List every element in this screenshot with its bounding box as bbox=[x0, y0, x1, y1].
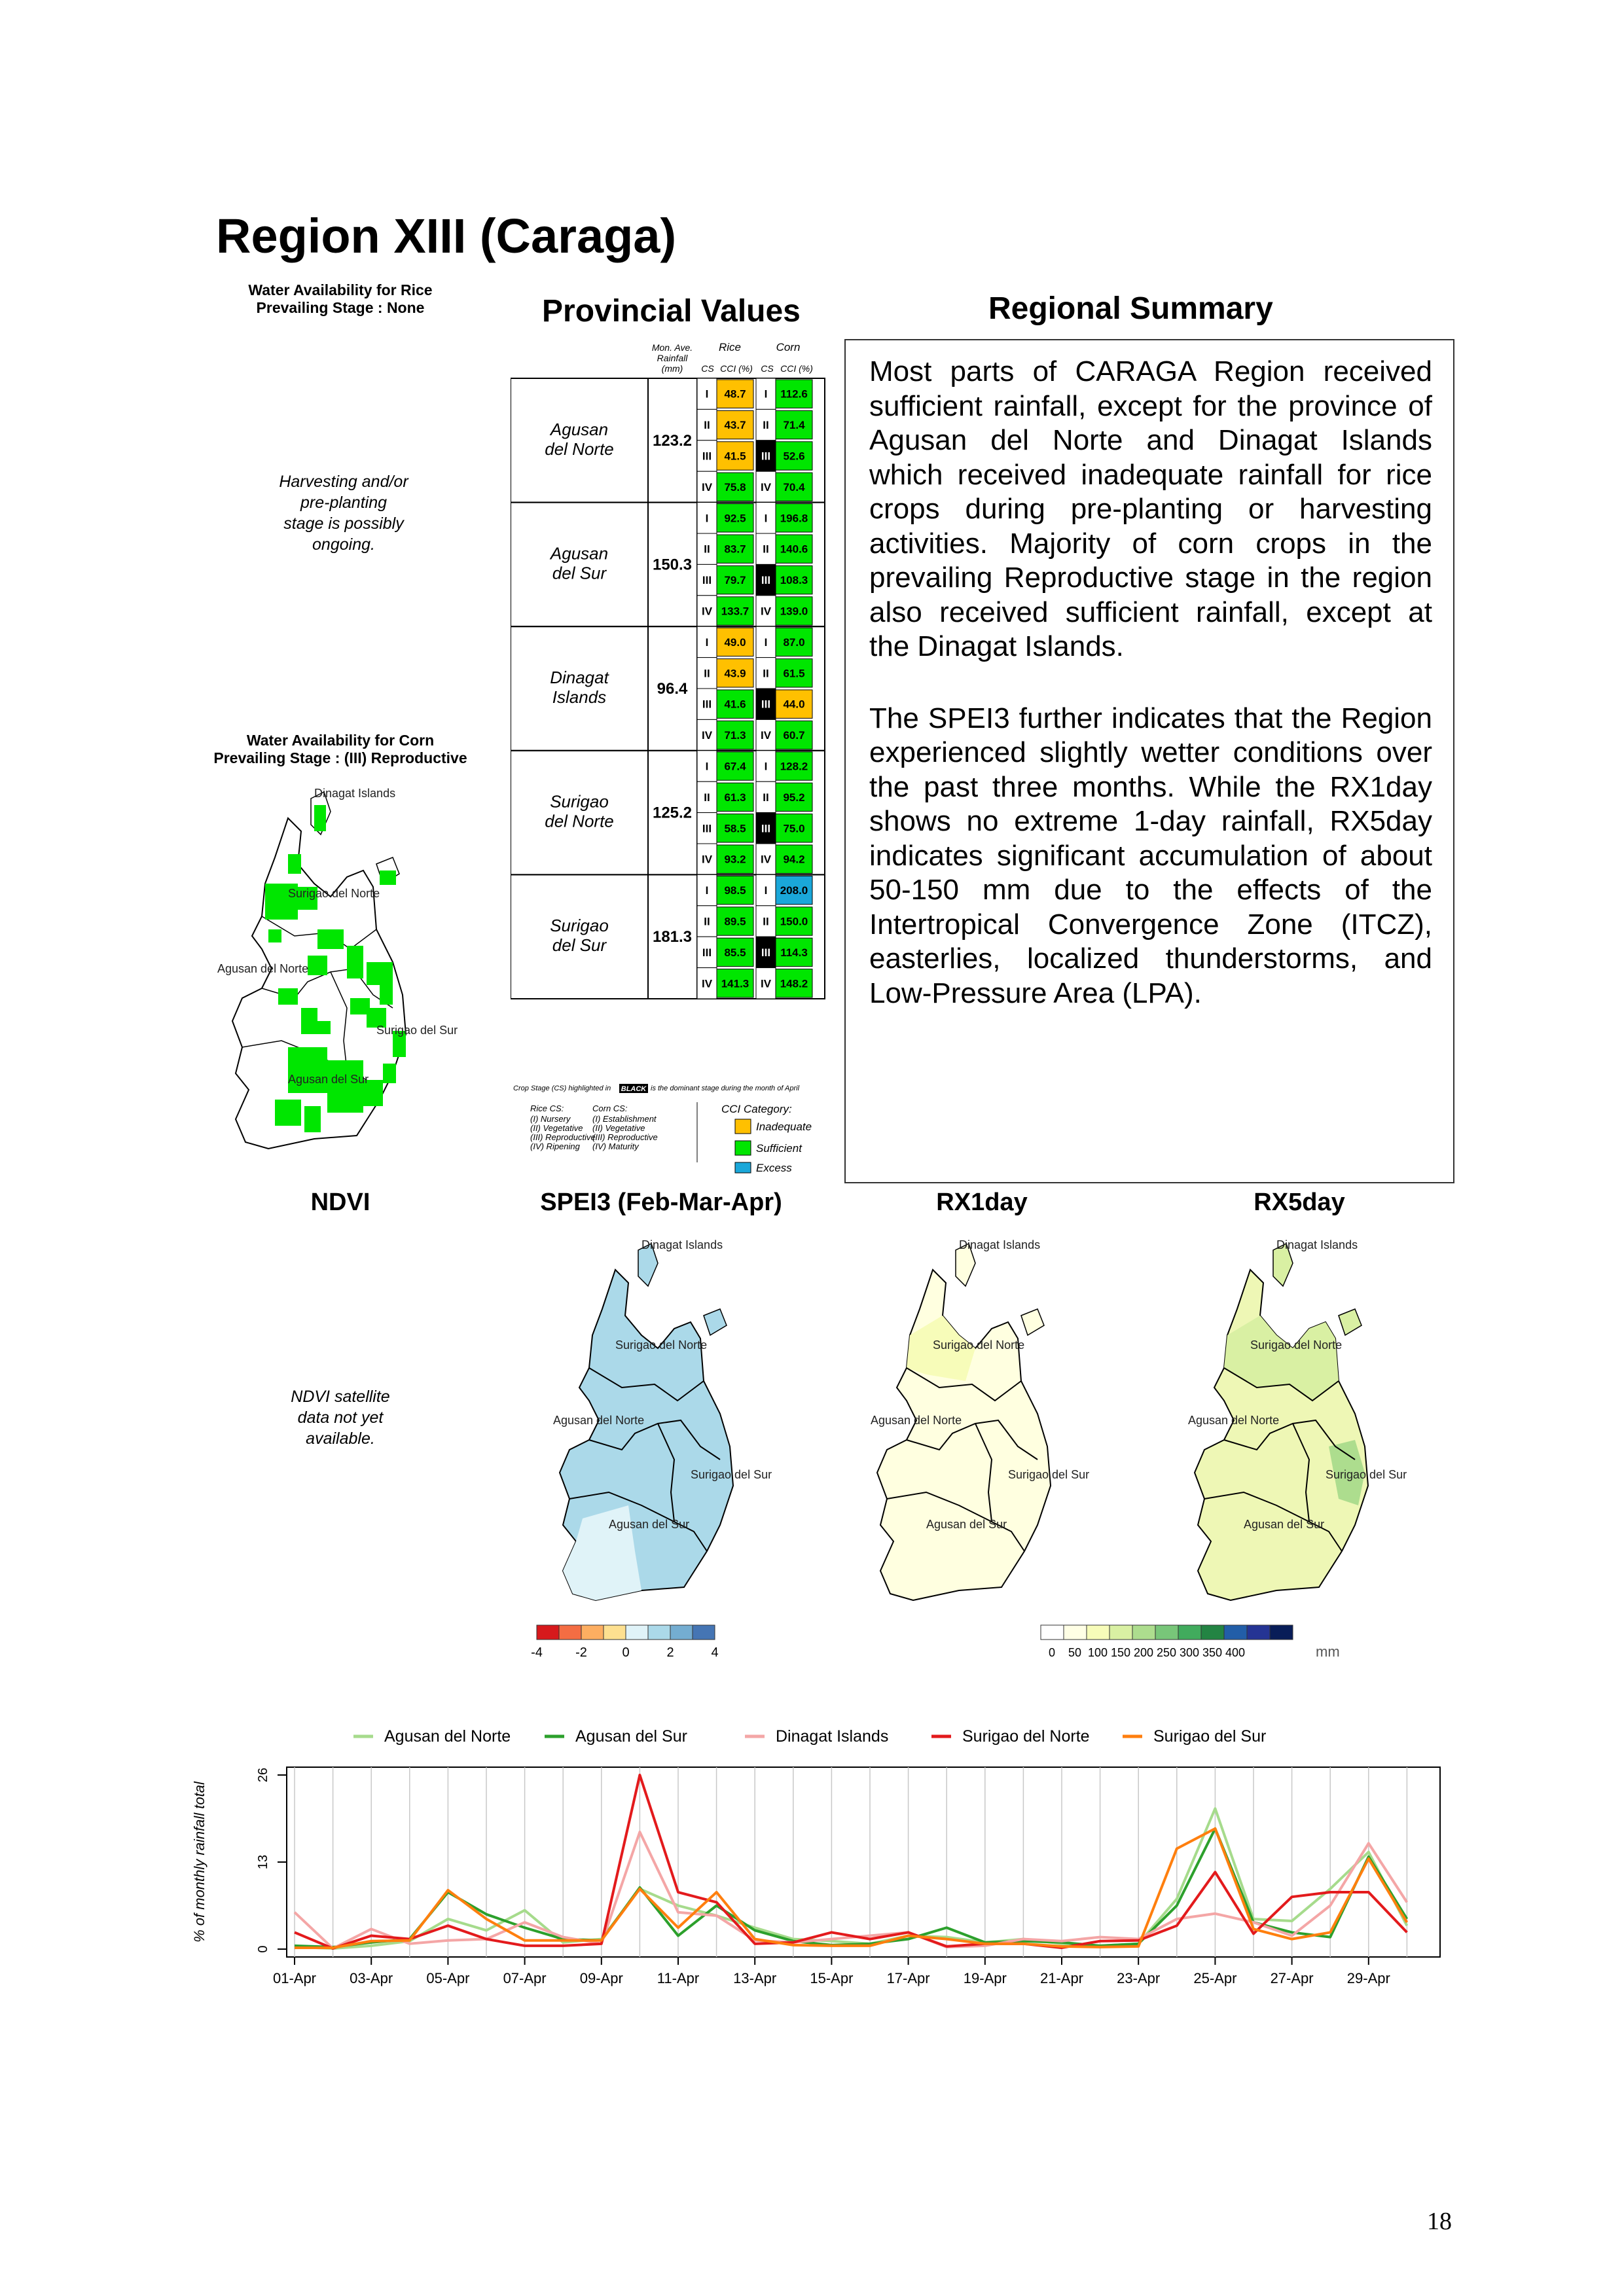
rice-cci-value: 85.5 bbox=[724, 946, 746, 959]
cci-swatch-inadequate bbox=[735, 1119, 751, 1134]
svg-text:(II) Vegetative: (II) Vegetative bbox=[592, 1123, 645, 1133]
spei-map bbox=[543, 1224, 805, 1617]
spei-scale-labels bbox=[531, 1645, 718, 1660]
x-tick-label: 25-Apr bbox=[1193, 1970, 1237, 1986]
province-name: Agusan bbox=[550, 543, 609, 564]
province-name: del Norte bbox=[545, 811, 614, 831]
label-agusan-sur: Agusan del Sur bbox=[609, 1518, 690, 1531]
corn-stage: I bbox=[764, 884, 768, 897]
corn-cci-value: 114.3 bbox=[780, 946, 808, 959]
rice-stage: I bbox=[705, 636, 709, 649]
legend-label: Dinagat Islands bbox=[776, 1727, 889, 1746]
province-rainfall: 123.2 bbox=[652, 431, 693, 450]
label-dinagat: Dinagat Islands bbox=[641, 1238, 723, 1251]
rice-cci-value: 93.2 bbox=[724, 853, 746, 866]
corn-cci-value: 128.2 bbox=[780, 760, 808, 773]
corn-stage: I bbox=[764, 636, 768, 649]
spei-color-scale bbox=[530, 1620, 753, 1666]
x-tick-label: 19-Apr bbox=[963, 1970, 1007, 1986]
spei-swatch bbox=[648, 1625, 670, 1640]
hdr-cs1: CS bbox=[701, 363, 714, 374]
x-tick-label: 11-Apr bbox=[657, 1970, 700, 1986]
rice-cci-value: 43.7 bbox=[724, 419, 746, 432]
rice-stage: I bbox=[705, 387, 709, 401]
svg-text:(III) Reproductive: (III) Reproductive bbox=[530, 1132, 596, 1142]
rx-swatch bbox=[1132, 1625, 1155, 1640]
spei-swatch bbox=[670, 1625, 693, 1640]
corn-stage: I bbox=[764, 387, 768, 401]
legend-label: Surigao del Norte bbox=[962, 1727, 1090, 1746]
rice-cci-value: 75.8 bbox=[724, 480, 746, 493]
rice-stage: II bbox=[704, 419, 710, 432]
rx-scale-label: 100 bbox=[1087, 1646, 1108, 1659]
hdr-corn: Corn bbox=[776, 341, 801, 353]
corn-cci-value: 87.0 bbox=[783, 636, 805, 649]
rice-stage: III bbox=[702, 574, 712, 587]
rx-scale-label: 250 bbox=[1156, 1646, 1177, 1659]
rice-stage: IV bbox=[701, 853, 713, 866]
spei-swatch bbox=[581, 1625, 604, 1640]
label-surigao-norte: Surigao del Norte bbox=[288, 887, 380, 900]
rx-scale-label: 0 bbox=[1048, 1646, 1056, 1659]
rice-cci-value: 67.4 bbox=[724, 760, 746, 773]
svg-text:Excess: Excess bbox=[756, 1162, 792, 1174]
x-tick-label: 09-Apr bbox=[579, 1970, 623, 1986]
rice-stage: I bbox=[705, 760, 709, 773]
province-name: del Sur bbox=[552, 563, 607, 583]
y-tick-label: 0 bbox=[256, 1945, 270, 1953]
spei-swatch bbox=[693, 1625, 715, 1640]
legend-label: Agusan del Sur bbox=[575, 1727, 687, 1746]
svg-text:CCI Category:: CCI Category: bbox=[721, 1103, 792, 1115]
rx-scale-label: 300 bbox=[1179, 1646, 1200, 1659]
corn-stage: III bbox=[761, 946, 771, 959]
rice-cci-value: 92.5 bbox=[724, 512, 746, 525]
rice-stage: II bbox=[704, 915, 710, 928]
rice-cci-value: 43.9 bbox=[724, 667, 746, 680]
x-tick-label: 27-Apr bbox=[1270, 1970, 1314, 1986]
rice-stage: III bbox=[702, 450, 712, 463]
corn-cci-value: 150.0 bbox=[780, 915, 808, 928]
chart-legend bbox=[353, 1727, 1266, 1746]
rice-note: Harvesting and/or pre-planting stage is possibly ongoing. bbox=[279, 473, 408, 554]
x-tick-label: 21-Apr bbox=[1039, 1970, 1084, 1986]
hdr-cci1: CCI (%) bbox=[720, 363, 753, 374]
rice-cci-value: 71.3 bbox=[724, 729, 746, 742]
province-name: del Sur bbox=[552, 935, 607, 956]
provincial-rows bbox=[511, 378, 825, 999]
hdr-rain-3: (mm) bbox=[661, 363, 683, 374]
rice-cci-value: 61.3 bbox=[724, 791, 746, 804]
rice-cci-value: 141.3 bbox=[721, 977, 749, 990]
hdr-cs2: CS bbox=[761, 363, 774, 374]
rice-stage: III bbox=[702, 822, 712, 835]
label-surigao-sur: Surigao del Sur bbox=[376, 1024, 458, 1037]
provincial-table bbox=[511, 339, 831, 1174]
rx-scale-unit: mm bbox=[1316, 1643, 1340, 1660]
spei-heading: SPEI3 (Feb-Mar-Apr) bbox=[540, 1189, 782, 1216]
label-agusan-norte: Agusan del Norte bbox=[217, 962, 309, 975]
rx-scale-label: 200 bbox=[1133, 1646, 1154, 1659]
page-title: Region XIII (Caraga) bbox=[216, 209, 677, 263]
summary-paragraph-2: The SPEI3 further indicates that the Region experienced slightly wetter conditions over the past three months. While the RX1day shows no extreme 1-day rainfall, RX5day indicates significant accumulation of about 50-150 mm due to the effects of the Intertropical Convergence Zone (ITCZ), easterlies, localized thunderstorms, and Low-Pressure Area (LPA). bbox=[869, 702, 1432, 1009]
hdr-rain-1: Mon. Ave. bbox=[651, 342, 693, 353]
legend-label: Surigao del Sur bbox=[1153, 1727, 1267, 1746]
x-tick-label: 13-Apr bbox=[733, 1970, 777, 1986]
spei-scale-label: -2 bbox=[575, 1645, 587, 1660]
corn-stage: I bbox=[764, 512, 768, 525]
corn-cci-value: 71.4 bbox=[783, 419, 805, 432]
rice-cci-value: 49.0 bbox=[724, 636, 746, 649]
spei-scale-label: 2 bbox=[666, 1645, 674, 1660]
rx-swatch bbox=[1201, 1625, 1224, 1640]
provincial-heading: Provincial Values bbox=[542, 294, 801, 329]
footnote-b: is the dominant stage during the month of April bbox=[651, 1085, 800, 1092]
rice-cci-value: 133.7 bbox=[721, 605, 749, 618]
label-agusan-sur: Agusan del Sur bbox=[926, 1518, 1007, 1531]
label-dinagat: Dinagat Islands bbox=[959, 1238, 1041, 1251]
rice-stage: I bbox=[705, 512, 709, 525]
label-surigao-norte: Surigao del Norte bbox=[933, 1338, 1025, 1352]
x-tick-label: 05-Apr bbox=[426, 1970, 470, 1986]
rx-swatch bbox=[1224, 1625, 1247, 1640]
svg-text:(I) Establishment: (I) Establishment bbox=[592, 1114, 657, 1124]
svg-text:(II) Vegetative: (II) Vegetative bbox=[530, 1123, 583, 1133]
province-name: Surigao bbox=[550, 791, 609, 812]
corn-stage: III bbox=[761, 450, 771, 463]
svg-text:(III) Reproductive: (III) Reproductive bbox=[592, 1132, 658, 1142]
spei-swatch bbox=[604, 1625, 626, 1640]
rice-stage: I bbox=[705, 884, 709, 897]
rainfall-line-chart bbox=[190, 1712, 1460, 2006]
rx1day-map bbox=[861, 1224, 1123, 1617]
rx5day-map bbox=[1178, 1224, 1440, 1617]
rx-swatch bbox=[1155, 1625, 1178, 1640]
rx-swatch bbox=[1087, 1625, 1110, 1640]
x-tick-label: 03-Apr bbox=[350, 1970, 393, 1986]
rx1-siargao bbox=[1021, 1309, 1044, 1335]
rice-stage: II bbox=[704, 543, 710, 556]
rx-swatch bbox=[1270, 1625, 1293, 1640]
spei-swatch bbox=[559, 1625, 581, 1640]
x-tick-label: 01-Apr bbox=[272, 1970, 317, 1986]
rx-scale-label: 350 bbox=[1202, 1646, 1223, 1659]
label-surigao-sur: Surigao del Sur bbox=[1326, 1468, 1407, 1481]
province-rainfall: 125.2 bbox=[652, 804, 693, 822]
corn-cs-legend bbox=[592, 1103, 658, 1151]
rx1day-heading: RX1day bbox=[936, 1189, 1028, 1216]
corn-water-availability-map bbox=[216, 772, 478, 1165]
label-agusan-sur: Agusan del Sur bbox=[288, 1073, 369, 1086]
province-rainfall: 150.3 bbox=[652, 556, 693, 574]
rice-stage: III bbox=[702, 946, 712, 959]
svg-text:Inadequate: Inadequate bbox=[756, 1121, 812, 1133]
svg-text:(I) Nursery: (I) Nursery bbox=[530, 1114, 571, 1124]
corn-stage: III bbox=[761, 698, 771, 711]
footnote-a: Crop Stage (CS) highlighted in bbox=[513, 1085, 611, 1092]
corn-stage: IV bbox=[760, 853, 772, 866]
corn-stage: IV bbox=[760, 729, 772, 742]
spei-swatch bbox=[626, 1625, 648, 1640]
corn-stage: II bbox=[763, 791, 769, 804]
regional-summary-heading: Regional Summary bbox=[988, 291, 1273, 326]
x-tick-label: 07-Apr bbox=[503, 1970, 547, 1986]
corn-stage: IV bbox=[760, 480, 772, 493]
rice-cci-value: 89.5 bbox=[724, 915, 746, 928]
rice-cci-value: 98.5 bbox=[724, 884, 746, 897]
label-surigao-sur: Surigao del Sur bbox=[691, 1468, 772, 1481]
rx-scale-label: 400 bbox=[1225, 1646, 1246, 1659]
rice-heading: Water Availability for Rice Prevailing Stage : None bbox=[248, 281, 433, 316]
rice-cci-value: 41.6 bbox=[724, 698, 746, 711]
label-surigao-norte: Surigao del Norte bbox=[1250, 1338, 1343, 1352]
corn-cci-value: 139.0 bbox=[780, 605, 808, 618]
rx5-siargao bbox=[1339, 1309, 1362, 1335]
hdr-cci2: CCI (%) bbox=[780, 363, 813, 374]
y-tick-label: 13 bbox=[256, 1854, 270, 1870]
rx-scale-label: 50 bbox=[1068, 1646, 1082, 1659]
svg-text:Rice CS:: Rice CS: bbox=[530, 1103, 564, 1113]
svg-text:(IV) Ripening: (IV) Ripening bbox=[530, 1141, 580, 1151]
rice-stage: IV bbox=[701, 480, 713, 493]
hdr-rice: Rice bbox=[718, 341, 742, 353]
spei-scale-label: -4 bbox=[531, 1645, 543, 1660]
province-name: Surigao bbox=[550, 916, 609, 936]
legend-label: Agusan del Norte bbox=[384, 1727, 511, 1746]
rx-swatch bbox=[1110, 1625, 1132, 1640]
summary-paragraph-1: Most parts of CARAGA Region received sufficient rainfall, except for the province of Agusan del Norte and Dinagat Islands which received inadequate rainfall for rice crops during pre-planting or harvesting activities. Majority of corn crops in the prevailing Reproductive stage in the region also received sufficient rainfall, except at the Dinagat Islands. bbox=[869, 355, 1432, 662]
corn-cci-value: 60.7 bbox=[783, 729, 805, 742]
rice-cci-value: 48.7 bbox=[724, 387, 746, 401]
x-tick-label: 15-Apr bbox=[810, 1970, 854, 1986]
corn-stage: I bbox=[764, 760, 768, 773]
corn-heading: Water Availability for Corn Prevailing Stage : (III) Reproductive bbox=[213, 732, 467, 766]
label-dinagat: Dinagat Islands bbox=[314, 787, 396, 800]
province-name: Islands bbox=[552, 687, 607, 707]
spei-siargao bbox=[704, 1309, 727, 1335]
corn-stage: III bbox=[761, 574, 771, 587]
rx-swatch bbox=[1247, 1625, 1270, 1640]
cci-swatch-sufficient bbox=[735, 1141, 751, 1155]
rice-stage: IV bbox=[701, 729, 713, 742]
hdr-rain-2: Rainfall bbox=[657, 353, 688, 363]
rx-swatch bbox=[1041, 1625, 1064, 1640]
province-name: Dinagat bbox=[550, 668, 609, 687]
rice-cci-value: 41.5 bbox=[724, 450, 746, 463]
regional-summary-text bbox=[869, 355, 1432, 1048]
spei-scale-label: 4 bbox=[711, 1645, 719, 1660]
corn-stage: II bbox=[763, 915, 769, 928]
rx-swatches bbox=[1041, 1625, 1293, 1640]
corn-stage: II bbox=[763, 419, 769, 432]
rice-stage: II bbox=[704, 791, 710, 804]
label-surigao-norte: Surigao del Norte bbox=[615, 1338, 708, 1352]
label-agusan-norte: Agusan del Norte bbox=[553, 1414, 645, 1427]
corn-cci-value: 61.5 bbox=[783, 667, 805, 680]
spei-scale-label: 0 bbox=[622, 1645, 630, 1660]
label-dinagat: Dinagat Islands bbox=[1276, 1238, 1358, 1251]
rice-stage: IV bbox=[701, 605, 713, 618]
ndvi-note: NDVI satellite data not yet available. bbox=[291, 1388, 390, 1448]
corn-cci-value: 140.6 bbox=[780, 543, 808, 556]
corn-cci-value: 44.0 bbox=[783, 698, 805, 711]
rice-cs-legend bbox=[530, 1103, 596, 1151]
rx-swatch bbox=[1064, 1625, 1087, 1640]
corn-cci-value: 108.3 bbox=[780, 574, 808, 587]
corn-stage: II bbox=[763, 543, 769, 556]
rice-stage: II bbox=[704, 667, 710, 680]
corn-stage: IV bbox=[760, 977, 772, 990]
province-rainfall: 96.4 bbox=[657, 680, 688, 698]
corn-cci-value: 94.2 bbox=[783, 853, 805, 866]
corn-cci-value: 95.2 bbox=[783, 791, 805, 804]
corn-cci-value: 208.0 bbox=[780, 884, 808, 897]
corn-cci-value: 52.6 bbox=[783, 450, 805, 463]
corn-stage: IV bbox=[760, 605, 772, 618]
rice-cci-value: 79.7 bbox=[724, 574, 746, 587]
page-number: 18 bbox=[1427, 2208, 1452, 2235]
province-name: Agusan bbox=[550, 419, 609, 439]
spei-swatches bbox=[537, 1625, 715, 1640]
chart-yticks bbox=[256, 1768, 287, 1953]
footnote-box-label: BLACK bbox=[621, 1085, 647, 1093]
svg-text:Corn CS:: Corn CS: bbox=[592, 1103, 628, 1113]
ndvi-heading: NDVI bbox=[310, 1189, 370, 1216]
label-surigao-sur: Surigao del Sur bbox=[1008, 1468, 1090, 1481]
rice-cci-value: 83.7 bbox=[724, 543, 746, 556]
rx-scale-labels bbox=[1049, 1646, 1245, 1659]
x-tick-label: 17-Apr bbox=[886, 1970, 930, 1986]
corn-cci-value: 75.0 bbox=[783, 822, 805, 835]
x-tick-label: 23-Apr bbox=[1117, 1970, 1161, 1986]
cci-swatch-excess bbox=[735, 1162, 751, 1173]
corn-cci-value: 112.6 bbox=[780, 387, 808, 401]
corn-cci-value: 148.2 bbox=[780, 977, 808, 990]
label-agusan-norte: Agusan del Norte bbox=[1188, 1414, 1280, 1427]
corn-stage: II bbox=[763, 667, 769, 680]
corn-cci-value: 196.8 bbox=[780, 512, 808, 525]
svg-text:Sufficient: Sufficient bbox=[756, 1142, 802, 1155]
rx-color-scale bbox=[1028, 1620, 1342, 1666]
chart-xticks bbox=[273, 1957, 1390, 1986]
province-name: del Norte bbox=[545, 439, 614, 459]
corn-stage: III bbox=[761, 822, 771, 835]
rice-stage: III bbox=[702, 698, 712, 711]
cci-legend bbox=[721, 1103, 812, 1174]
rx-scale-label: 150 bbox=[1110, 1646, 1131, 1659]
label-agusan-norte: Agusan del Norte bbox=[871, 1414, 962, 1427]
rx-swatch bbox=[1178, 1625, 1201, 1640]
y-tick-label: 26 bbox=[256, 1767, 270, 1783]
label-agusan-sur: Agusan del Sur bbox=[1244, 1518, 1325, 1531]
chart-ylabel: % of monthly rainfall total bbox=[191, 1782, 208, 1943]
x-tick-label: 29-Apr bbox=[1346, 1970, 1390, 1986]
svg-text:(IV) Maturity: (IV) Maturity bbox=[592, 1141, 639, 1151]
corn-cci-value: 70.4 bbox=[783, 480, 805, 493]
rice-cci-value: 58.5 bbox=[724, 822, 746, 835]
spei-swatch bbox=[537, 1625, 559, 1640]
rx5day-heading: RX5day bbox=[1254, 1189, 1345, 1216]
rice-stage: IV bbox=[701, 977, 713, 990]
province-rainfall: 181.3 bbox=[652, 928, 693, 946]
